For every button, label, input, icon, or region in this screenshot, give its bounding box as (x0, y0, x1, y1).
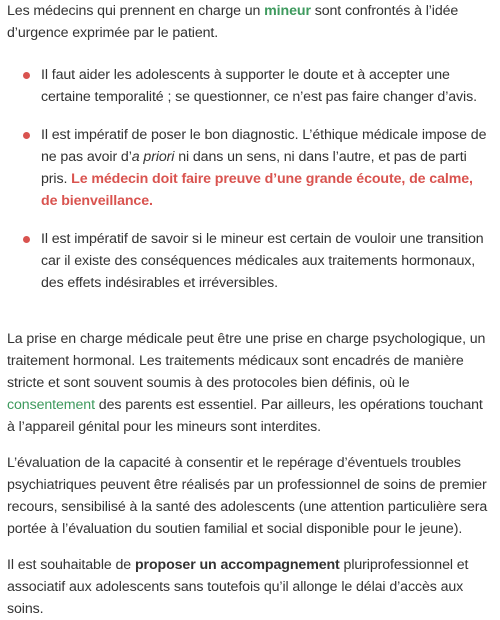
care-paragraph (7, 328, 490, 438)
list-item (7, 124, 490, 212)
italic-term: a priori (131, 149, 175, 165)
bullet-text: Il faut aider les adolescents à supporter le doute et à accepter une certaine temporalité ; se questionner, ce n’est pas faire changer d’avis. (41, 67, 477, 105)
intro-text-before: Les médecins qui prennent en charge un (7, 3, 265, 19)
highlight-text: Le médecin doit faire preuve d’une grande écoute, de calme, de bienveillance. (41, 171, 473, 209)
mineur-link[interactable]: mineur (264, 3, 311, 19)
list-item (7, 228, 490, 294)
intro-paragraph (7, 0, 490, 44)
bullet-dot-icon (23, 72, 30, 79)
consentement-link[interactable]: consentement (7, 397, 95, 413)
care-text-after: des parents est essentiel. Par ailleurs, les opérations touchant à l’appareil génital pour les mineurs sont interdites. (7, 397, 483, 435)
bullet-text-continued: ni dans un sens, ni dans l’autre, et pas de parti pris. (41, 149, 467, 187)
support-bold-text: proposer un accompagnement (134, 557, 340, 573)
bullet-text: Il est impératif de savoir si le mineur est certain de vouloir une transition car il existe des conséquences médicales aux traitements hormonaux, des effets indésirables et irréversibles. (41, 231, 484, 291)
bullet-list (7, 64, 490, 294)
intro-text-after: sont confrontés à l’idée d’urgence exprimée par le patient. (7, 3, 459, 41)
list-item (7, 64, 490, 108)
support-text-after: pluriprofessionnel et associatif aux adolescents sans toutefois qu’il allonge le délai d’accès aux soins. (7, 557, 469, 617)
support-text-before: Il est souhaitable de (7, 557, 135, 573)
bullet-text: Il est impératif de poser le bon diagnostic. L’éthique médicale impose de ne pas avoir d’ (41, 127, 487, 165)
support-paragraph (7, 554, 490, 620)
evaluation-text: L’évaluation de la capacité à consentir et le repérage d’éventuels troubles psychiatriques peuvent être réalisés par un professionnel de soins de premier recours, sensibilisé à la santé des adolescents (une attention particulière sera portée à l’évaluation du soutien familial et social disponible pour le jeune). (7, 455, 488, 537)
bullet-dot-icon (23, 236, 30, 243)
evaluation-paragraph (7, 452, 490, 540)
bullet-dot-icon (23, 132, 30, 139)
care-text-before: La prise en charge médicale peut être une prise en charge psychologique, un traitement hormonal. Les traitements médicaux sont encadrés de manière stricte et sont souvent soumis à des protocoles bien définis, où le (7, 331, 486, 391)
